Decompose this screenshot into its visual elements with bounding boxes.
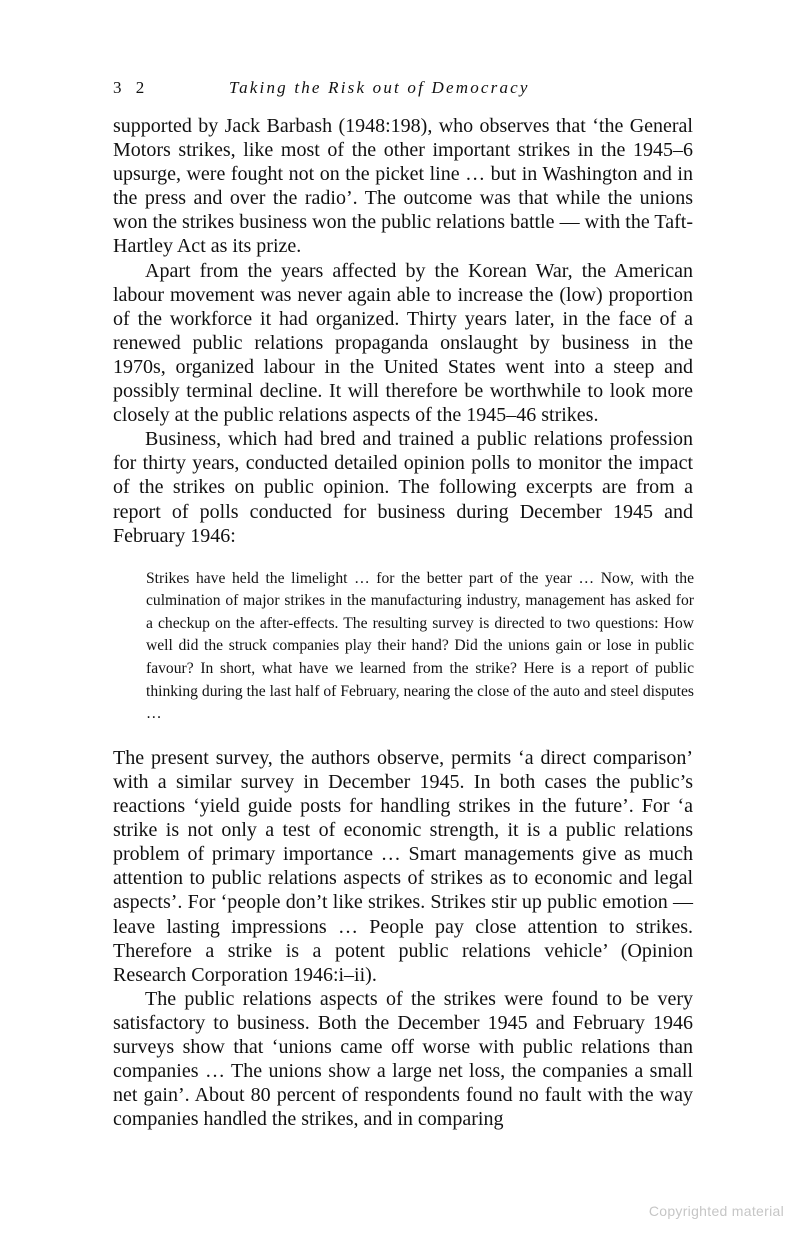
running-title: Taking the Risk out of Democracy [229,78,530,97]
paragraph-present-survey: The present survey, the authors observe, permits ‘a direct comparison’ with a similar survey in December 1945. In both cases the public’s reactions ‘yield guide posts for handling strikes in the future’. For ‘a strike is not only a test of economic strength, it is a public relations problem of primary importance … Smart managements give as much attention to public relations aspects of strikes as to economic and legal aspects’. For ‘people don’t like strikes. Strikes stir up public emotion — leave lasting impressions … People pay close attention to strikes. Therefore a strike is a potent public relations vehicle’ (Opinion Research Corporation 1946:i–ii). [113,746,693,986]
paragraph-korean-war: Apart from the years affected by the Korean War, the American labour movement was never again able to increase the (low) proportion of the workforce it had organized. Thirty years later, in the face of a renewed public relations propaganda onslaught by business in the 1970s, organized labour in the United States went into a steep and possibly terminal decline. It will therefore be worthwhile to look more closely at the public relations aspects of the 1945–46 strikes. [113,259,693,427]
running-head [113,78,593,102]
paragraph-opinion-polls: Business, which had bred and trained a public relations profession for thirty years, conducted detailed opinion polls to monitor the impact of the strikes on public opinion. The following excerpts are from a report of polls conducted for business during December 1945 and February 1946: [113,428,693,547]
block-quote: Strikes have held the limelight … for the better part of the year … Now, with the culmination of major strikes in the manufacturing industry, management has asked for a checkup on the after-effects. The resulting survey is directed to two questions: How well did the struck companies play their hand? Did the unions gain or lose in public favour? In short, what have we learned from the strike? Here is a report of public thinking during the last half of February, nearing the close of the auto and steel disputes … [146,569,694,723]
page-number: 3 2 [113,78,150,97]
body-text [113,114,693,1131]
paragraph-continuation: supported by Jack Barbash (1948:198), who observes that ‘the General Motors strikes, like most of the other important strikes in the 1945–6 upsurge, were fought not on the picket line … but in Washington and in the press and over the radio’. The outcome was that while the unions won the strikes business won the public relations battle — with the Taft-Hartley Act as its prize. [113,115,693,258]
copyright-watermark: Copyrighted material [648,1203,784,1219]
paragraph-survey-results: The public relations aspects of the strikes were found to be very satisfactory to business. Both the December 1945 and February 1946 surveys show that ‘unions came off worse with public relations than companies … The unions show a large net loss, the companies a small net gain’. About 80 percent of respondents found no fault with the way companies handled the strikes, and in comparing [113,987,693,1131]
